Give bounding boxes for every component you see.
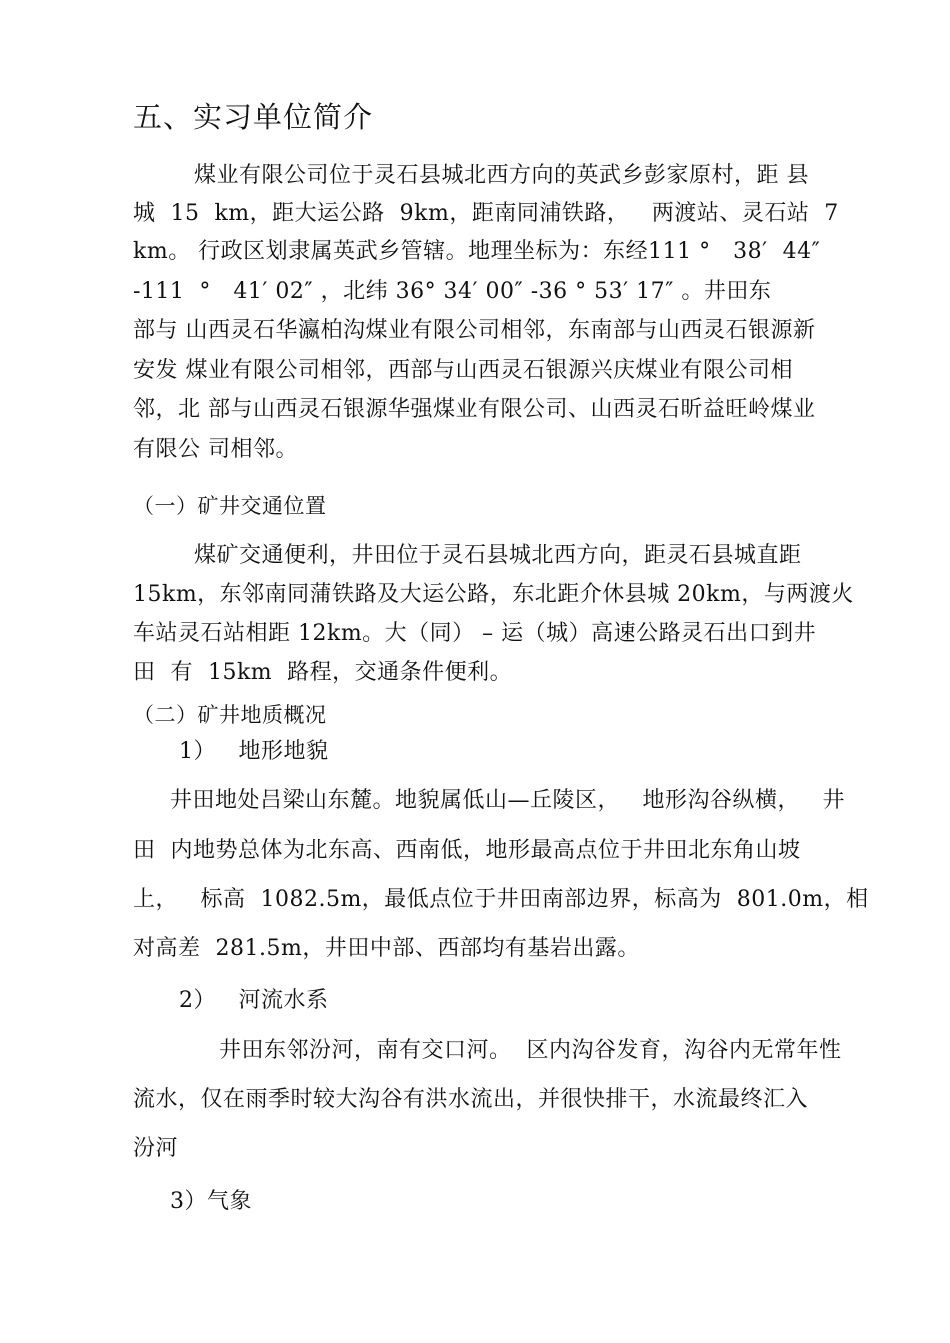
section1-line: 田 有 15km 路程，交通条件便利。 [133, 660, 513, 685]
subsection3-heading: 3）气象 [170, 1189, 252, 1214]
section1-line: 车站灵石站相距 12km。大（同） – 运（城）高速公路灵石出口到井 [133, 621, 817, 646]
intro-line: 煤业有限公司位于灵石县城北西方向的英武乡彭家原村，距 县 [194, 163, 809, 188]
intro-line: 邻，北 部与山西灵石银源华强煤业有限公司、山西灵石昕益旺岭煤业 [133, 397, 816, 422]
subsection2-line: 汾河 [133, 1136, 179, 1161]
subsection1-line: 田 内地势总体为北东高、西南低，地形最高点位于井田北东角山坡 [133, 838, 801, 863]
section1-heading: （一）矿井交通位置 [133, 494, 327, 518]
section2-heading: （二）矿井地质概况 [133, 703, 327, 727]
intro-line: 安发 煤业有限公司相邻，西部与山西灵石银源兴庆煤业有限公司相 [133, 358, 793, 383]
subsection2-line: 流水，仅在雨季时较大沟谷有洪水流出，并很快排干，水流最终汇入 [133, 1087, 809, 1112]
subsection1-heading: 1） 地形地貌 [179, 739, 329, 764]
section1-line: 15km，东邻南同蒲铁路及大运公路，东北距介休县城 20km，与两渡火 [133, 582, 854, 607]
intro-line: 部与 山西灵石华瀛柏沟煤业有限公司相邻，东南部与山西灵石银源新 [133, 318, 816, 343]
intro-line: 城 15 km，距大运公路 9km，距南同浦铁路， 两渡站、灵石站 7 [133, 201, 839, 226]
intro-line: 有限公 司相邻。 [133, 437, 298, 462]
intro-line: km。 行政区划隶属英武乡管辖。地理坐标为：东经111 ° 38′ 44″ [133, 239, 821, 264]
subsection2-line: 井田东邻汾河，南有交口河。 区内沟谷发育，沟谷内无常年性 [219, 1038, 842, 1063]
section1-line: 煤矿交通便利，井田位于灵石县城北西方向，距灵石县城直距 [194, 543, 802, 568]
subsection1-line: 上， 标高 1082.5m，最低点位于井田南部边界，标高为 801.0m，相 [133, 887, 869, 912]
subsection2-heading: 2） 河流水系 [179, 988, 329, 1013]
intro-line: -111 ° 41′ 02″ ，北纬 36° 34′ 00″ -36 ° 53′ 17″ 。井田东 [133, 279, 772, 304]
section-title: 五、实习单位简介 [133, 100, 374, 134]
subsection1-line: 井田地处吕梁山东麓。地貌属低山—丘陵区， 地形沟谷纵横， 井 [170, 788, 845, 813]
subsection1-line: 对高差 281.5m，井田中部、西部均有基岩出露。 [133, 936, 640, 961]
